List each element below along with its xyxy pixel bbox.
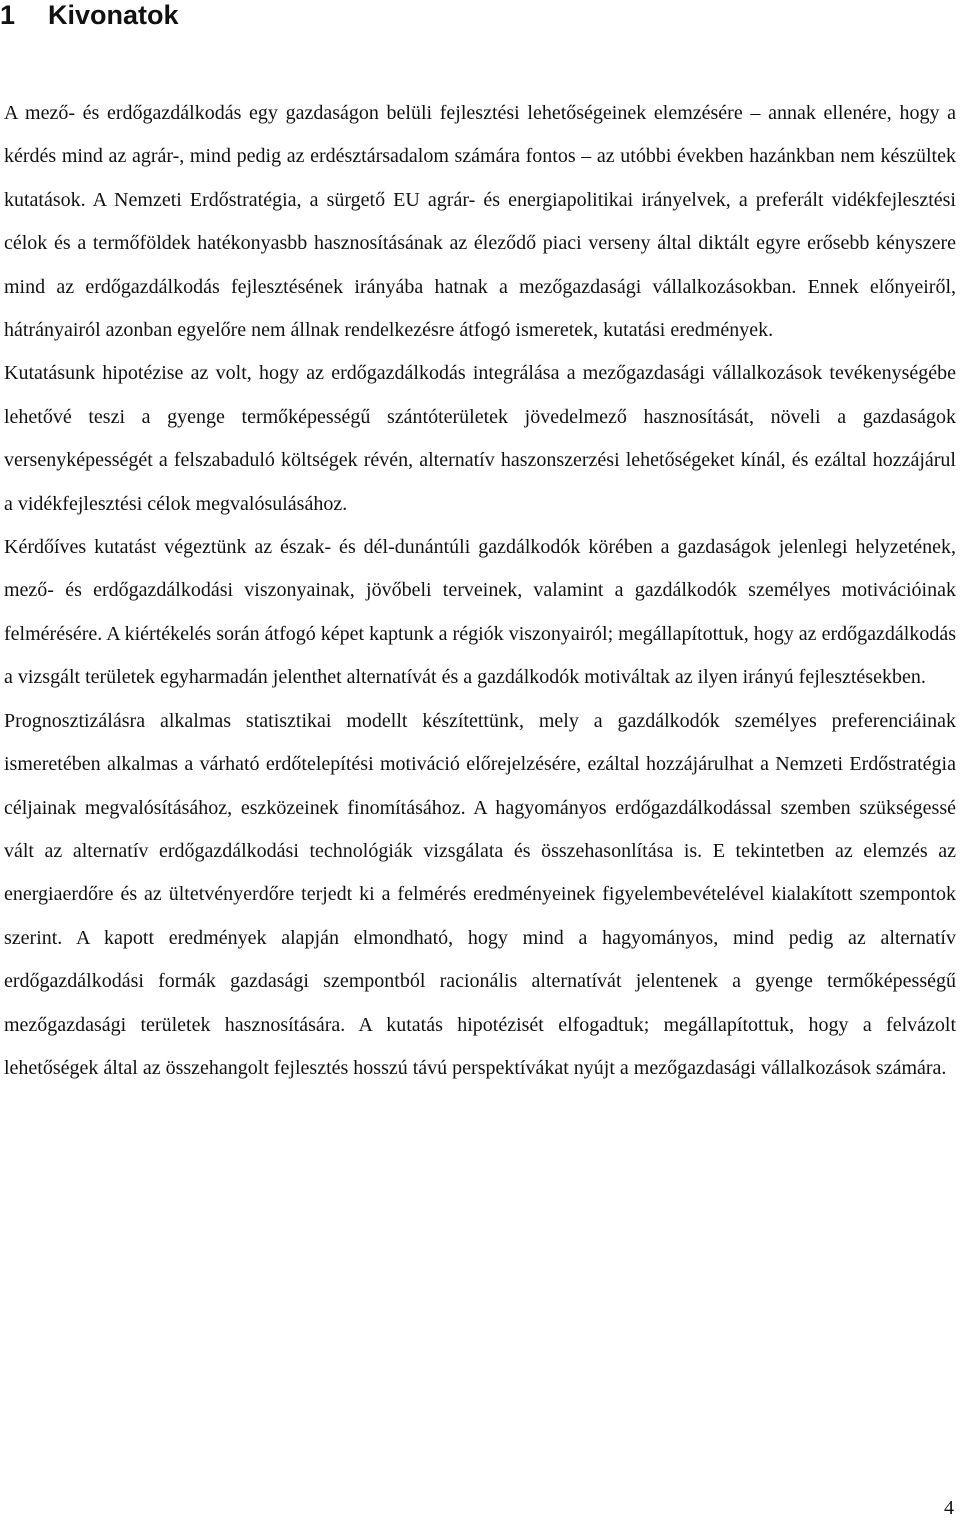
abstract-body (4, 92, 956, 1090)
section-heading (0, 0, 179, 32)
paragraph-1: A mező- és erdőgazdálkodás egy gazdaságon belüli fejlesztési lehetőségeinek elemzésére – annak ellenére, hogy a kérdés mind az agrár-, mind pedig az erdésztársadalom számára fontos – az utóbbi években hazánkban nem készültek kutatások. A Nemzeti Erdőstratégia, a sürgető EU agrár- és energiapolitikai irányelvek, a preferált vidékfejlesztési célok és a termőföldek hatékonyasbb hasznosításának az éleződő piaci verseny által diktált egyre erősebb kényszere mind az erdőgazdálkodás fejlesztésének irányába hatnak a mezőgazdasági vállalkozásokban. Ennek előnyeiről, hátrányairól azonban egyelőre nem állnak rendelkezésre átfogó ismeretek, kutatási eredmények. (4, 102, 956, 342)
section-number: 1 (0, 0, 16, 30)
paragraph-3: Kérdőíves kutatást végeztünk az észak- és dél-dunántúli gazdálkodók körében a gazdaságok jelenlegi helyzetének, mező- és erdőgazdálkodási viszonyainak, jövőbeli terveinek, valamint a gazdálkodók személyes motivációinak felmérésére. A kiértékelés során átfogó képet kaptunk a régiók viszonyairól; megállapítottuk, hogy az erdőgazdálkodás a vizsgált területek egyharmadán jelenthet alternatívát és a gazdálkodók motiváltak az ilyen irányú fejlesztésekben. (4, 536, 956, 689)
paragraph-4: Prognosztizálásra alkalmas statisztikai modellt készítettünk, mely a gazdálkodók személyes preferenciáinak ismeretében alkalmas a várható erdőtelepítési motiváció előrejelzésére, ezáltal hozzájárulhat a Nemzeti Erdőstratégia céljainak megvalósításához, eszközeinek finomításához. A hagyományos erdőgazdálkodással szemben szükségessé vált az alternatív erdőgazdálkodási technológiák vizsgálata és összehasonlítása is. E tekintetben az elemzés az energiaerdőre és az ültetvényerdőre terjedt ki a felmérés eredményeinek figyelembevételével kialakított szempontok szerint. A kapott eredmények alapján elmondható, hogy mind a hagyományos, mind pedig az alternatív erdőgazdálkodási formák gazdasági szempontból racionális alternatívát jelentenek a gyenge termőképességű mezőgazdasági területek hasznosítására. A kutatás hipotézisét elfogadtuk; megállapítottuk, hogy a felvázolt lehetőségek által az összehangolt fejlesztés hosszú távú perspektívákat nyújt a mezőgazdasági vállalkozások számára. (4, 709, 956, 1079)
page-number: 4 (944, 1497, 954, 1519)
paragraph-2: Kutatásunk hipotézise az volt, hogy az erdőgazdálkodás integrálása a mezőgazdasági vállalkozások tevékenységébe lehetővé teszi a gyenge termőképességű szántóterületek jövedelmező hasznosítását, növeli a gazdaságok versenyképességét a felszabaduló költségek révén, alternatív haszonszerzési lehetőségeket kínál, és ezáltal hozzájárul a vidékfejlesztési célok megvalósulásához. (4, 362, 956, 515)
section-title: Kivonatok (48, 0, 179, 30)
